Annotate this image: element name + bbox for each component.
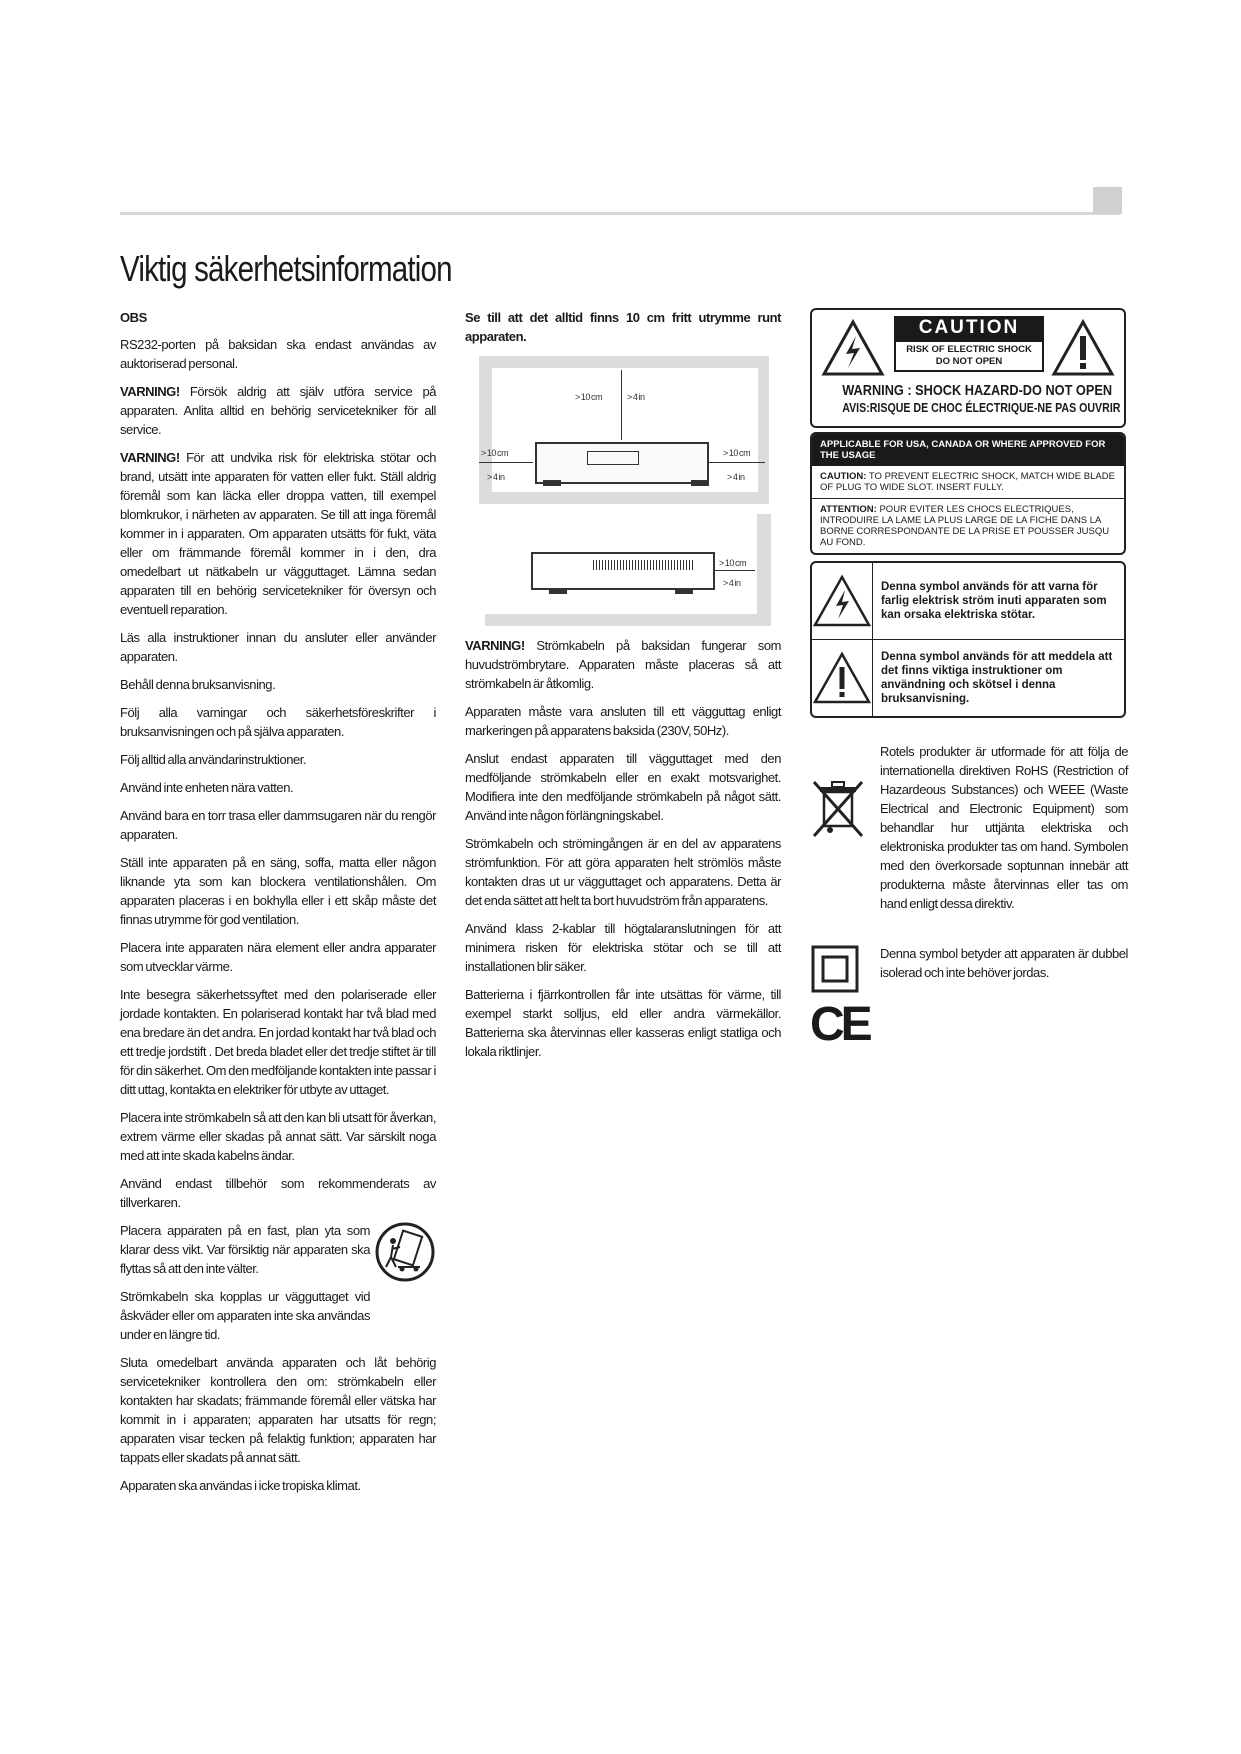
cart-tipover-icon: [374, 1221, 436, 1283]
header-rule: [120, 212, 1120, 215]
exclamation-warning-icon: [1050, 318, 1116, 378]
lightning-warning-icon: [820, 318, 886, 378]
caution-sub1: RISK OF ELECTRIC SHOCK: [906, 344, 1032, 355]
column-middle: [465, 308, 781, 1070]
page-title: Viktig säkerhetsinformation: [120, 248, 452, 289]
usa-canada-notice: [810, 432, 1126, 555]
device-front: [535, 442, 709, 484]
paragraph: Placera inte apparaten nära element eller andra apparater som utvecklar värme.: [120, 940, 436, 974]
paragraph: Apparaten ska användas i icke tropiska klimat.: [120, 1478, 361, 1493]
double-insulated-text: Denna symbol betyder att apparaten är dubbel isolerad och inte behöver jordas.: [880, 946, 1128, 980]
double-insulated-icon: [810, 944, 860, 994]
paragraph-rs232: RS232-porten på baksidan ska endast användas av auktoriserad personal.: [120, 337, 436, 371]
usa-caution: CAUTION: TO PREVENT ELECTRIC SHOCK, MATCH WIDE BLADE OF PLUG TO WIDE SLOT. INSERT FULLY.: [812, 466, 1124, 499]
clearance-diagram-front: > 10 cm > 4 in > 10 cm > 4 in > 10 cm > 4 in: [465, 356, 781, 504]
paragraph: Placera apparaten på en fast, plan yta som klarar dess vikt. Var försiktig när apparaten ska flyttas så att den inte välter.: [120, 1223, 370, 1276]
rohs-weee-text: Rotels produkter är utformade för att följa de internationella direktiven RoHS (Restriction of Hazardeous Substances) och WEEE (Waste Electrical and Electronic Equipment) som behandlar hur uttjänta elektriska och elektroniska produkter tas om hand. Symbolen med den överkorsade soptunnan innebär att produkterna måste återvinnas eller tas om hand enligt dessa direktiv.: [880, 744, 1128, 911]
symbol-exclamation-text: Denna symbol används för att meddela att det finns viktiga instruktioner om användning och skötsel i denna bruksanvisning.: [881, 651, 1113, 705]
exclamation-symbol-icon: [812, 650, 872, 706]
paragraph: Placera inte strömkabeln så att den kan bli utsatt för åverkan, extrem värme eller skadas på annat sätt. Var särskilt noga med att inte skada kabelns ändar.: [120, 1110, 436, 1163]
caution-label: [810, 308, 1126, 428]
obs-heading: OBS: [120, 310, 147, 325]
caution-sub2: DO NOT OPEN: [935, 356, 1003, 367]
paragraph: Följ alltid alla användarinstruktioner.: [120, 752, 307, 767]
ce-mark: CE: [810, 998, 869, 1051]
symbol-row-lightning: [812, 563, 1124, 640]
avis-line: AVIS:RISQUE DE CHOC ÉLECTRIQUE-NE PAS OUVRIR: [842, 401, 1121, 415]
paragraph: Använd endast tillbehör som rekommenderats av tillverkaren.: [120, 1176, 436, 1210]
paragraph: Strömkabeln ska kopplas ur vägguttaget vid åskväder eller om apparaten inte ska användas under en längre tid.: [120, 1289, 370, 1342]
paragraph: Följ alla varningar och säkerhetsföreskrifter i bruksanvisningen och på själva apparaten.: [120, 705, 436, 739]
column-left: [120, 308, 436, 1504]
paragraph: Apparaten måste vara ansluten till ett vägguttag enligt markeringen på apparatens baksida (230V, 50Hz).: [465, 704, 781, 738]
device-side: [531, 552, 715, 590]
paragraph: Använd inte enheten nära vatten.: [120, 780, 294, 795]
paragraph: Använd klass 2-kablar till högtalaranslutningen för att minimera risken för elektriska stötar och se till att installationen blir säker.: [465, 921, 781, 974]
warning-label: VARNING!: [465, 638, 525, 653]
rohs-weee-block: [810, 742, 1128, 922]
paragraph: Batterierna i fjärrkontrollen får inte utsättas för värme, till exempel starkt solljus, eld eller andra värmekällor. Batterierna ska återvinnas eller kasseras enligt statliga och lokala riktlinjer.: [465, 987, 781, 1059]
usa-heading: APPLICABLE FOR USA, CANADA OR WHERE APPROVED FOR THE USAGE: [812, 434, 1124, 466]
shock-warning-line: WARNING : SHOCK HAZARD-DO NOT OPEN: [842, 382, 1113, 399]
paragraph: Sluta omedelbart använda apparaten och låt behörig servicetekniker kontrollera den om: strömkabeln eller kontakten har skadats; främmande föremål eller vätska har kommit in i apparaten; apparaten har utsatts för regn; apparaten visar tecken på felaktig funktion; apparaten har tappats eller skadats på annat sätt.: [120, 1355, 436, 1465]
symbol-lightning-text: Denna symbol används för att varna för farlig elektrisk ström inuti apparaten som kan orsaka elektriska stötar.: [881, 581, 1107, 621]
ventilation-heading: Se till att det alltid finns 10 cm fritt utrymme runt apparaten.: [465, 310, 781, 344]
symbol-explanations: [810, 561, 1126, 718]
paragraph: Inte besegra säkerhetssyftet med den polariserade eller jordade kontakten. En polariserad kontakt har två blad med ena bredare än det andra. En jordad kontakt har två blad och ett tredje jordstift . Det breda bladet eller det tredje stiftet är till för din säkerhet. Om den medföljande kontakten inte passar i ditt uttag, kontakta en elektriker för utbyte av uttaget.: [120, 987, 436, 1097]
paragraph: Läs alla instruktioner innan du ansluter eller använder apparaten.: [120, 630, 436, 664]
paragraph: Anslut endast apparaten till vägguttaget med den medföljande strömkabeln eller en exakt motsvarighet. Modifiera inte den medföljande strömkabeln på något sätt. Använd inte någon förlängningskabel.: [465, 751, 781, 823]
paragraph: Strömkabeln och strömingången är en del av apparatens strömfunktion. För att göra apparaten helt strömlös måste kontakten dras ut ur vägguttaget och apparatens. Detta är det enda sättet att helt ta bort huvudström från apparatens.: [465, 836, 781, 908]
paragraph-warning-service: VARNING! Försök aldrig att själv utföra service på apparaten. Anlita alltid en behörig servicetekniker för all service.: [120, 384, 436, 437]
warning-label: VARNING!: [120, 450, 180, 465]
paragraph-warning-power: VARNING! Strömkabeln på baksidan fungerar som huvudströmbrytare. Apparaten måste placeras så att strömkabeln är åtkomlig.: [465, 638, 781, 691]
column-right: [810, 308, 1128, 1051]
symbol-row-exclamation: [812, 640, 1124, 716]
crossed-bin-icon: [810, 778, 866, 840]
paragraph: Ställ inte apparaten på en säng, soffa, matta eller någon liknande yta som kan blockera ventilationshålen. Om apparaten placeras i en bokhylla eller i ett skåp måste det finnas utrymme för god ventilation.: [120, 855, 436, 927]
clearance-diagram-side: > 10 cm > 4 in: [465, 514, 781, 626]
paragraph: Använd bara en torr trasa eller dammsugaren när du rengör apparaten.: [120, 808, 436, 842]
warning-label: VARNING!: [120, 384, 180, 399]
page-tab: [1093, 187, 1122, 214]
paragraph-warning-moisture: VARNING! För att undvika risk för elektriska stötar och brand, utsätt inte apparaten för vatten eller fukt. Ställ aldrig föremål som kan läcka eller droppa vatten, till exempel blomkrukor, i närheten av apparaten. Se till att inga föremål kommer in i apparaten. Om apparaten utsätts för fukt, väta eller om främmande föremål kommer in i den, dra omedelbart ut nätkabeln ur vägguttaget. Lämna sedan apparaten till en behörig servicetekniker för översyn och eventuell reparation.: [120, 450, 436, 617]
cart-warning-block: [120, 1221, 436, 1353]
caution-title: CAUTION: [894, 316, 1044, 340]
double-insulated-block: [810, 944, 1128, 999]
lightning-symbol-icon: [812, 573, 872, 629]
usa-attention: ATTENTION: POUR EVITER LES CHOCS ELECTRIQUES, INTRODUIRE LA LAME LA PLUS LARGE DE LA FICHE DANS LA BORNE CORRESPONDANTE DE LA PRISE ET POUSSER JUSQU AU FOND.: [820, 504, 1110, 548]
paragraph: Behåll denna bruksanvisning.: [120, 677, 276, 692]
